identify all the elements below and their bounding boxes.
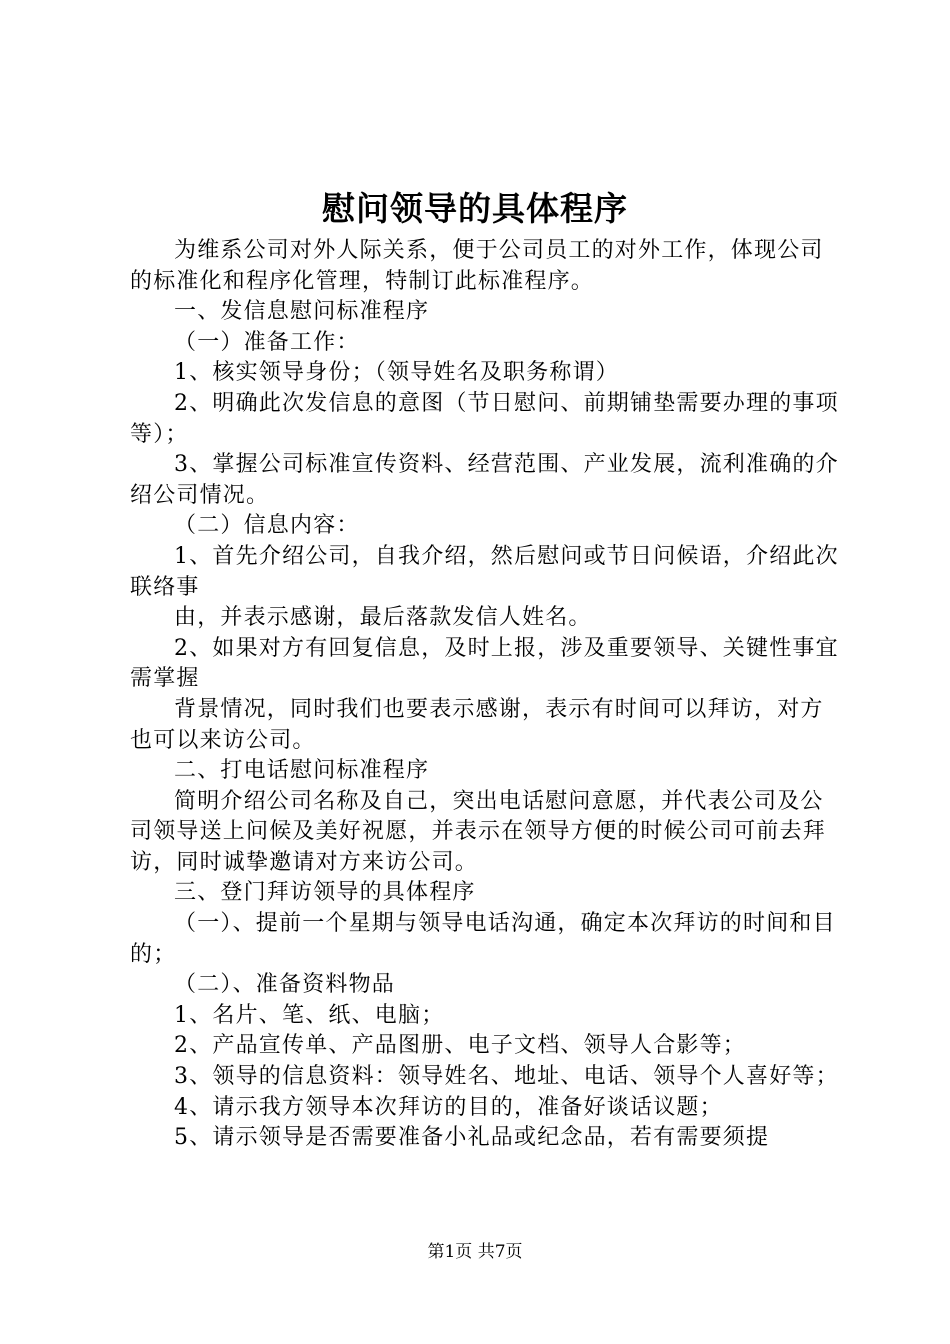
list-item: 1、核实领导身份；（领导姓名及职务称谓） xyxy=(174,360,619,386)
list-item: 3、掌握公司标准宣传资料、经营范围、产业发展，流利准确的介绍公司情况。 xyxy=(130,452,839,508)
list-item: 2、如果对方有回复信息，及时上报，涉及重要领导、关键性事宜需掌握 xyxy=(130,635,839,692)
list-item: 3、领导的信息资料：领导姓名、地址、电话、领导个人喜好等； xyxy=(174,1064,839,1090)
list-item: 1、首先介绍公司，自我介绍，然后慰问或节日问候语，介绍此次联络事 xyxy=(130,543,839,600)
subsection-heading: （一）准备工作： xyxy=(174,329,360,355)
document-title: 慰问领导的具体程序 xyxy=(322,189,628,228)
paragraph: 背景情况，同时我们也要表示感谢，表示有时间可以拜访，对方也可以来访公司。 xyxy=(130,696,824,753)
list-item: 2、明确此次发信息的意图（节日慰问、前期铺垫需要办理的事项等）； xyxy=(130,390,839,447)
subsection-heading: （一）、提前一个星期与领导电话沟通，确定本次拜访的时间和目的； xyxy=(130,911,836,967)
subsection-heading: （二）、准备资料物品 xyxy=(174,972,396,998)
list-item: 2、产品宣传单、产品图册、电子文档、领导人合影等； xyxy=(174,1033,746,1059)
section-heading-2: 二、打电话慰问标准程序 xyxy=(174,758,430,784)
list-item: 4、请示我方领导本次拜访的目的，准备好谈话议题； xyxy=(174,1094,723,1120)
document-body xyxy=(130,236,842,1154)
paragraph: 简明介绍公司名称及自己，突出电话慰问意愿，并代表公司及公司领导送上问候及美好祝愿，并表示在领导方便的时候公司可前去拜访，同时诚挚邀请对方来访公司。 xyxy=(130,788,827,875)
paragraph-intro: 为维系公司对外人际关系，便于公司员工的对外工作，体现公司的标准化和程序化管理，特制订此标准程序。 xyxy=(130,238,824,294)
list-item: 1、名片、笔、纸、电脑； xyxy=(174,1002,445,1028)
section-heading-3: 三、登门拜访领导的具体程序 xyxy=(174,880,476,906)
page-number: 第1页 共7页 xyxy=(427,1242,523,1262)
section-heading-1: 一、发信息慰问标准程序 xyxy=(174,299,430,325)
paragraph: 由，并表示感谢，最后落款发信人姓名。 xyxy=(174,605,592,631)
subsection-heading: （二）信息内容： xyxy=(174,513,360,539)
list-item: 5、请示领导是否需要准备小礼品或纪念品，若有需要须提 xyxy=(174,1125,770,1151)
